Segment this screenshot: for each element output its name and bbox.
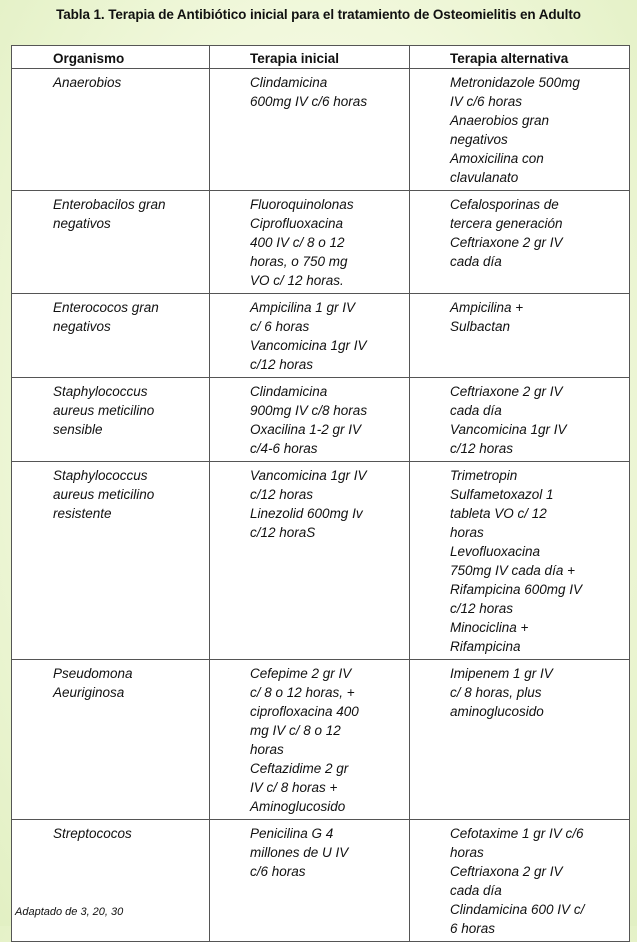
cell-line: Levofluoxacina xyxy=(450,544,541,559)
cell-line: Clindamicina xyxy=(250,75,328,90)
cell-line: Anaerobios gran xyxy=(450,113,550,128)
cell-line: Clindamicina xyxy=(250,384,328,399)
cell-line: Ceftazidime 2 gr xyxy=(250,761,349,776)
table-title: Tabla 1. Terapia de Antibiótico inicial para el tratamiento de Osteomielitis en Adulto xyxy=(56,7,581,22)
cell-alternative-therapy xyxy=(410,294,630,378)
cell-line: c/12 horas xyxy=(250,357,314,372)
cell-line: Anaerobios xyxy=(53,75,122,90)
cell-line: horas xyxy=(450,525,484,540)
cell-line: Rifampicina 600mg IV xyxy=(450,582,583,597)
table-row xyxy=(12,820,630,942)
cell-line: mg IV c/ 8 o 12 xyxy=(250,723,341,738)
cell-line: Cefepime 2 gr IV xyxy=(250,666,352,681)
cell-line: Vancomicina 1gr IV xyxy=(250,338,367,353)
cell-line: Rifampicina xyxy=(450,639,521,654)
cell-initial-therapy xyxy=(210,378,410,462)
antibiotic-therapy-table xyxy=(11,45,630,942)
cell-alternative-therapy xyxy=(410,191,630,294)
cell-line: Aeuriginosa xyxy=(53,685,125,700)
table-row xyxy=(12,294,630,378)
cell-line: Linezolid 600mg Iv xyxy=(250,506,363,521)
cell-alternative-therapy xyxy=(410,660,630,820)
cell-line: Pseudomona xyxy=(53,666,133,681)
table-row xyxy=(12,660,630,820)
cell-line: Ceftriaxona 2 gr IV xyxy=(450,864,563,879)
cell-line: clavulanato xyxy=(450,170,519,185)
table-body xyxy=(12,69,630,942)
cell-organism xyxy=(12,378,210,462)
cell-line: negativos xyxy=(450,132,508,147)
cell-line: Ceftriaxone 2 gr IV xyxy=(450,384,563,399)
cell-line: horas xyxy=(250,742,284,757)
cell-line: Oxacilina 1-2 gr IV xyxy=(250,422,362,437)
cell-initial-therapy xyxy=(210,462,410,660)
cell-line: c/12 horas xyxy=(450,441,514,456)
cell-initial-therapy xyxy=(210,69,410,191)
cell-initial-therapy xyxy=(210,191,410,294)
cell-line: aureus meticilino xyxy=(53,403,155,418)
cell-line: Sulfametoxazol 1 xyxy=(450,487,554,502)
cell-line: aminoglucosido xyxy=(450,704,544,719)
cell-line: Aminoglucosido xyxy=(250,799,346,814)
table-row xyxy=(12,69,630,191)
cell-alternative-therapy xyxy=(410,69,630,191)
cell-line: cada día xyxy=(450,403,502,418)
cell-line: c/12 horas xyxy=(250,487,314,502)
cell-line: ciprofloxacina 400 xyxy=(250,704,359,719)
cell-organism xyxy=(12,294,210,378)
cell-line: Imipenem 1 gr IV xyxy=(450,666,553,681)
cell-line: horas xyxy=(450,845,484,860)
table-row xyxy=(12,191,630,294)
cell-line: horas, o 750 mg xyxy=(250,254,348,269)
cell-line: Ampicilina + xyxy=(450,300,524,315)
cell-line: Ceftriaxone 2 gr IV xyxy=(450,235,563,250)
cell-line: Cefalosporinas de xyxy=(450,197,559,212)
cell-line: Metronidazole 500mg xyxy=(450,75,580,90)
source-footnote: Adaptado de 3, 20, 30 xyxy=(15,906,124,918)
cell-line: c/4-6 horas xyxy=(250,441,318,456)
cell-line: aureus meticilino xyxy=(53,487,155,502)
cell-organism xyxy=(12,660,210,820)
cell-initial-therapy xyxy=(210,820,410,942)
cell-line: Fluoroquinolonas xyxy=(250,197,354,212)
cell-line: Clindamicina 600 IV c/ xyxy=(450,902,585,917)
cell-line: millones de U IV xyxy=(250,845,349,860)
cell-initial-therapy xyxy=(210,294,410,378)
header-organism: Organismo xyxy=(12,46,210,69)
cell-alternative-therapy xyxy=(410,820,630,942)
cell-line: Minociclina + xyxy=(450,620,529,635)
header-initial-therapy: Terapia inicial xyxy=(210,46,410,69)
cell-line: Penicilina G 4 xyxy=(250,826,334,841)
cell-line: 6 horas xyxy=(450,921,496,936)
cell-line: cada día xyxy=(450,883,502,898)
cell-line: c/12 horas xyxy=(450,601,514,616)
cell-line: Sulbactan xyxy=(450,319,511,334)
cell-line: VO c/ 12 horas. xyxy=(250,273,344,288)
cell-line: Ciprofluoxacina xyxy=(250,216,344,231)
cell-line: Staphylococcus xyxy=(53,468,148,483)
cell-line: tableta VO c/ 12 xyxy=(450,506,547,521)
cell-line: Staphylococcus xyxy=(53,384,148,399)
cell-line: c/6 horas xyxy=(250,864,306,879)
cell-alternative-therapy xyxy=(410,378,630,462)
cell-line: 900mg IV c/8 horas xyxy=(250,403,368,418)
cell-organism xyxy=(12,191,210,294)
cell-line: c/12 horaS xyxy=(250,525,316,540)
cell-line: c/ 8 o 12 horas, + xyxy=(250,685,355,700)
cell-organism xyxy=(12,69,210,191)
header-row xyxy=(12,46,630,69)
cell-line: Ampicilina 1 gr IV xyxy=(250,300,356,315)
cell-line: IV c/6 horas xyxy=(450,94,523,109)
cell-line: negativos xyxy=(53,319,111,334)
cell-organism xyxy=(12,462,210,660)
cell-alternative-therapy xyxy=(410,462,630,660)
cell-organism xyxy=(12,820,210,942)
cell-line: Enterobacilos gran xyxy=(53,197,166,212)
cell-line: cada día xyxy=(450,254,502,269)
cell-line: 750mg IV cada día + xyxy=(450,563,575,578)
cell-line: Vancomicina 1gr IV xyxy=(250,468,367,483)
cell-line: Amoxicilina con xyxy=(450,151,544,166)
cell-line: resistente xyxy=(53,506,112,521)
cell-line: tercera generación xyxy=(450,216,563,231)
table-row xyxy=(12,462,630,660)
cell-line: sensible xyxy=(53,422,103,437)
cell-line: IV c/ 8 horas + xyxy=(250,780,338,795)
cell-line: 400 IV c/ 8 o 12 xyxy=(250,235,345,250)
cell-line: Vancomicina 1gr IV xyxy=(450,422,567,437)
cell-line: Streptococos xyxy=(53,826,132,841)
header-alternative-therapy: Terapia alternativa xyxy=(410,46,630,69)
cell-line: Cefotaxime 1 gr IV c/6 xyxy=(450,826,584,841)
cell-line: Enterococos gran xyxy=(53,300,159,315)
cell-initial-therapy xyxy=(210,660,410,820)
table-row xyxy=(12,378,630,462)
cell-line: negativos xyxy=(53,216,111,231)
cell-line: c/ 8 horas, plus xyxy=(450,685,542,700)
cell-line: c/ 6 horas xyxy=(250,319,310,334)
cell-line: 600mg IV c/6 horas xyxy=(250,94,368,109)
cell-line: Trimetropin xyxy=(450,468,518,483)
